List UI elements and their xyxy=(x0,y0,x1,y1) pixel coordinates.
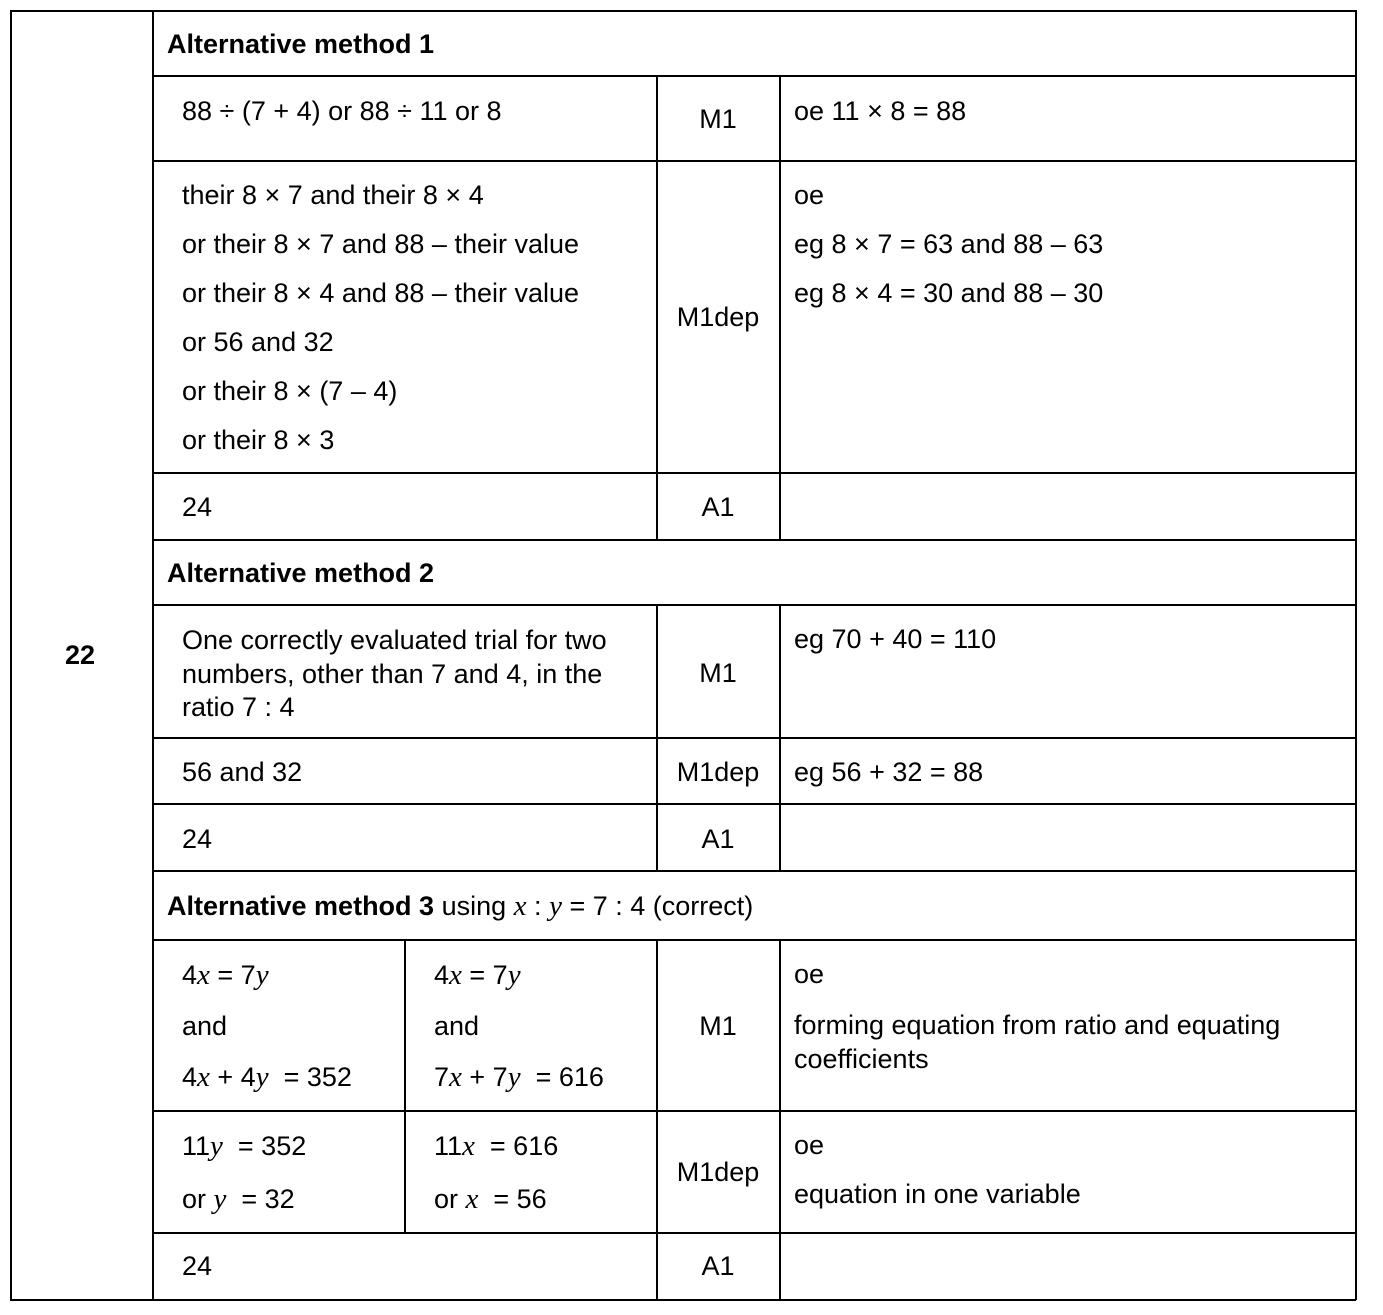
alt3-r3-mark: A1 xyxy=(701,1251,735,1281)
alt3-heading-using: using xyxy=(441,891,507,921)
alt3-r3-work: 24 xyxy=(182,1251,213,1281)
alt3-r1-left-eq1: 4x = 7y xyxy=(182,959,269,991)
alt3-r2-mark: M1dep xyxy=(676,1157,760,1187)
alt2-r3-mark: A1 xyxy=(701,824,735,854)
alt3-heading xyxy=(167,891,753,921)
alt3-heading-title: Alternative method 3 xyxy=(167,891,435,921)
alt1-r1-comment: oe 11 × 8 = 88 xyxy=(794,96,967,126)
row-divider xyxy=(152,539,1356,541)
alt2-r2-work: 56 and 32 xyxy=(182,757,303,787)
alt3-r1-comment-line: oe xyxy=(794,959,825,989)
alt2-r1-comment: eg 70 + 40 = 110 xyxy=(794,624,997,654)
row-divider xyxy=(152,1110,1356,1112)
alt1-r1-mark: M1 xyxy=(699,104,737,134)
alt3-heading-y: y xyxy=(549,890,562,922)
work-split-divider xyxy=(404,939,406,1233)
comment-column-divider xyxy=(779,604,781,871)
question-column-divider xyxy=(152,10,154,1300)
comment-column-divider xyxy=(779,939,781,1300)
alt1-r2-work-line: or their 8 × 7 and 88 – their value xyxy=(182,229,580,259)
alt2-r1-mark: M1 xyxy=(699,658,737,688)
alt3-r1-right-and: and xyxy=(434,1011,480,1041)
alt1-r3-work: 24 xyxy=(182,492,213,522)
row-divider xyxy=(152,1232,1356,1234)
alt1-r2-mark: M1dep xyxy=(676,302,760,332)
alt3-r1-right-eq1: 4x = 7y xyxy=(434,959,521,991)
row-divider xyxy=(152,803,1356,805)
alt2-heading: Alternative method 2 xyxy=(167,558,435,588)
table-border-bottom xyxy=(10,1299,1356,1301)
alt1-r2-comment-line: oe xyxy=(794,180,825,210)
alt1-heading: Alternative method 1 xyxy=(167,29,435,59)
alt3-r2-comment-line: equation in one variable xyxy=(794,1179,1081,1209)
question-number: 22 xyxy=(65,640,96,670)
alt2-r2-comment: eg 56 + 32 = 88 xyxy=(794,757,984,787)
alt3-r2-right-eq1: 11x = 616 xyxy=(434,1130,559,1162)
alt1-r1-work: 88 ÷ (7 + 4) or 88 ÷ 11 or 8 xyxy=(182,96,502,126)
row-divider xyxy=(152,870,1356,872)
alt1-r2-work-line: or their 8 × 3 xyxy=(182,425,335,455)
row-divider xyxy=(152,939,1356,941)
alt1-r2-comment-line: eg 8 × 7 = 63 and 88 – 63 xyxy=(794,229,1104,259)
alt3-r2-left-eq2: or y = 32 xyxy=(182,1183,295,1215)
alt3-heading-colon: : xyxy=(534,891,542,921)
row-divider xyxy=(152,472,1356,474)
alt3-r2-right-eq2: or x = 56 xyxy=(434,1183,547,1215)
alt3-r2-comment-line: oe xyxy=(794,1130,825,1160)
alt3-heading-rest: = 7 : 4 (correct) xyxy=(569,891,754,921)
alt3-r1-comment-line: forming equation from ratio and equating coefficients xyxy=(794,1010,1281,1074)
alt2-r2-mark: M1dep xyxy=(676,757,760,787)
alt3-r1-left-and: and xyxy=(182,1011,228,1041)
row-divider xyxy=(152,604,1356,606)
alt1-r2-work-line: their 8 × 7 and their 8 × 4 xyxy=(182,180,484,210)
row-divider xyxy=(152,737,1356,739)
row-divider xyxy=(152,160,1356,162)
alt3-heading-x: x xyxy=(513,890,527,922)
alt1-r2-work-line: or their 8 × 4 and 88 – their value xyxy=(182,278,580,308)
row-divider xyxy=(152,75,1356,77)
comment-column-divider xyxy=(779,75,781,540)
alt3-r1-mark: M1 xyxy=(699,1011,737,1041)
alt3-r2-left-eq1: 11y = 352 xyxy=(182,1130,307,1162)
alt2-r3-work: 24 xyxy=(182,824,213,854)
table-border-top xyxy=(10,10,1356,12)
table-border-left xyxy=(10,10,12,1300)
alt1-r3-mark: A1 xyxy=(701,492,735,522)
mark-column-divider xyxy=(656,939,658,1300)
table-border-right xyxy=(1355,10,1357,1300)
alt3-r1-left-eq2: 4x + 4y = 352 xyxy=(182,1061,352,1093)
alt1-r2-work-line: or their 8 × (7 – 4) xyxy=(182,376,398,406)
alt2-r1-work: One correctly evaluated trial for two numbers, other than 7 and 4, in the ratio 7 : 4 xyxy=(182,625,607,722)
alt1-r2-work-line: or 56 and 32 xyxy=(182,327,334,357)
alt1-r2-comment-line: eg 8 × 4 = 30 and 88 – 30 xyxy=(794,278,1104,308)
alt3-r1-right-eq2: 7x + 7y = 616 xyxy=(434,1061,604,1093)
